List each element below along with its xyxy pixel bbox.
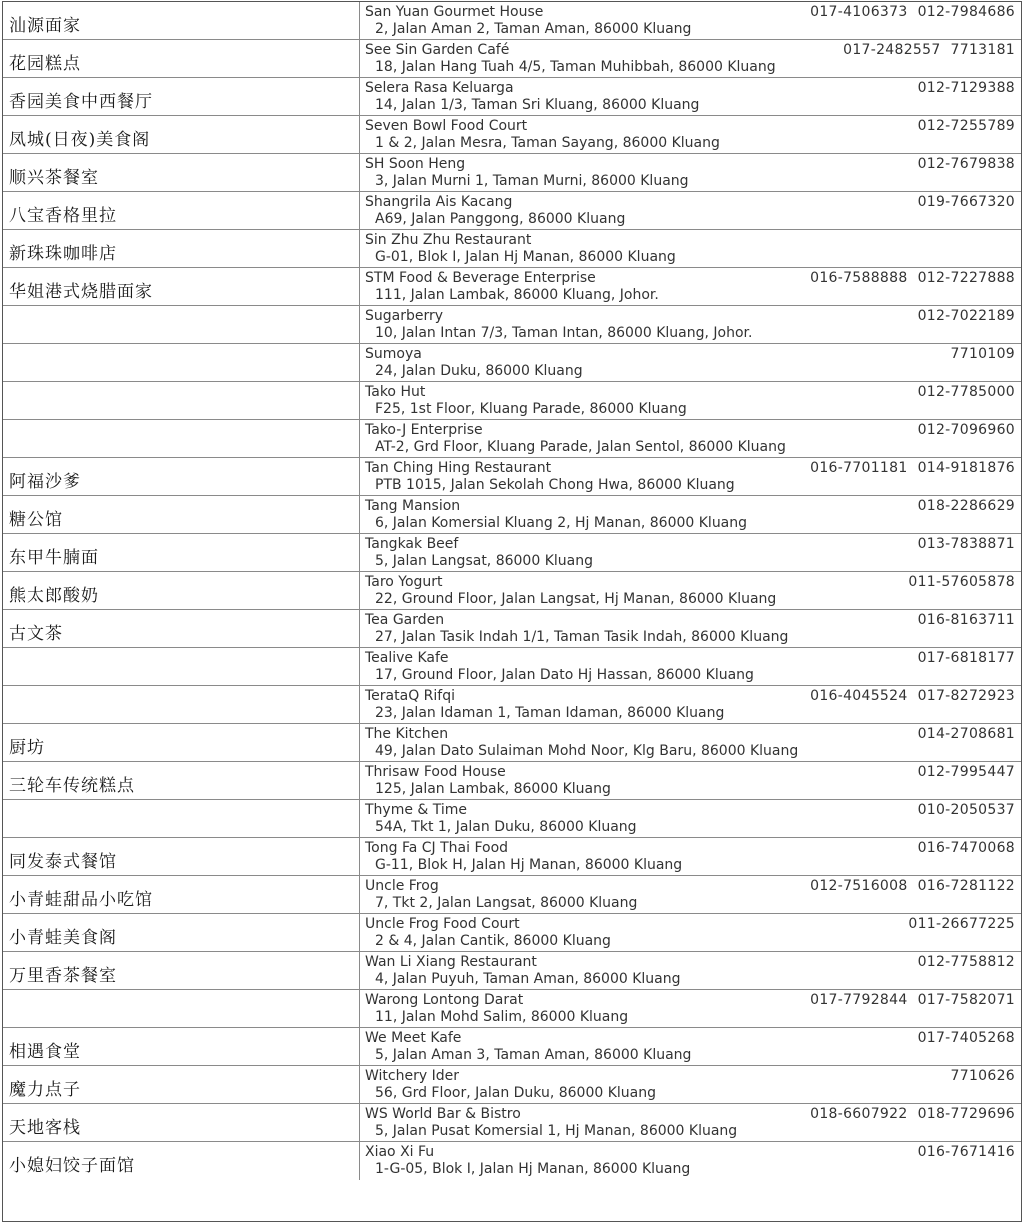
chinese-name: 阿福沙爹 bbox=[9, 472, 81, 492]
listing-row bbox=[3, 496, 1021, 534]
listing-row bbox=[3, 78, 1021, 116]
listing-row bbox=[3, 990, 1021, 1028]
listing-row bbox=[3, 724, 1021, 762]
chinese-name: 天地客栈 bbox=[9, 1118, 81, 1138]
listing-row bbox=[3, 2, 1021, 40]
column-divider bbox=[359, 762, 360, 799]
phone-numbers bbox=[810, 460, 1015, 476]
phone-number: 018-2286629 bbox=[917, 498, 1015, 514]
business-address: AT-2, Grd Floor, Kluang Parade, Jalan Sentol, 86000 Kluang bbox=[375, 439, 786, 455]
business-name: Selera Rasa Keluarga bbox=[365, 80, 514, 96]
business-address: G-01, Blok I, Jalan Hj Manan, 86000 Kluang bbox=[375, 249, 676, 265]
listing-row bbox=[3, 268, 1021, 306]
listing-row bbox=[3, 1066, 1021, 1104]
phone-number: 014-2708681 bbox=[917, 726, 1015, 742]
chinese-name: 花园糕点 bbox=[9, 54, 81, 74]
listing-row bbox=[3, 192, 1021, 230]
column-divider bbox=[359, 838, 360, 875]
business-name: The Kitchen bbox=[365, 726, 449, 742]
listing-row bbox=[3, 762, 1021, 800]
business-address: 14, Jalan 1/3, Taman Sri Kluang, 86000 Kluang bbox=[375, 97, 700, 113]
chinese-name: 同发泰式餐馆 bbox=[9, 852, 117, 872]
business-address: 1 & 2, Jalan Mesra, Taman Sayang, 86000 Kluang bbox=[375, 135, 720, 151]
column-divider bbox=[359, 572, 360, 609]
listing-row bbox=[3, 116, 1021, 154]
business-address: 111, Jalan Lambak, 86000 Kluang, Johor. bbox=[375, 287, 659, 303]
business-address: G-11, Blok H, Jalan Hj Manan, 86000 Kluang bbox=[375, 857, 683, 873]
phone-number: 018-7729696 bbox=[917, 1106, 1015, 1122]
column-divider bbox=[359, 876, 360, 913]
chinese-name: 小媳妇饺子面馆 bbox=[9, 1156, 135, 1176]
phone-number: 7710109 bbox=[950, 346, 1015, 362]
chinese-name: 汕源面家 bbox=[9, 16, 81, 36]
column-divider bbox=[359, 914, 360, 951]
phone-number: 017-6818177 bbox=[917, 650, 1015, 666]
phone-numbers bbox=[810, 688, 1015, 704]
phone-numbers bbox=[810, 270, 1015, 286]
column-divider bbox=[359, 990, 360, 1027]
phone-numbers bbox=[918, 498, 1015, 514]
phone-numbers bbox=[918, 118, 1015, 134]
business-name: See Sin Garden Café bbox=[365, 42, 510, 58]
business-name: Sugarberry bbox=[365, 308, 444, 324]
chinese-name: 古文茶 bbox=[9, 624, 63, 644]
column-divider bbox=[359, 496, 360, 533]
business-address: 2 & 4, Jalan Cantik, 86000 Kluang bbox=[375, 933, 611, 949]
phone-numbers bbox=[918, 422, 1015, 438]
column-divider bbox=[359, 344, 360, 381]
phone-number: 012-7785000 bbox=[917, 384, 1015, 400]
phone-number: 014-9181876 bbox=[917, 460, 1015, 476]
listing-row bbox=[3, 1028, 1021, 1066]
chinese-name: 东甲牛腩面 bbox=[9, 548, 99, 568]
business-name: Sumoya bbox=[365, 346, 422, 362]
chinese-name: 凤城(日夜)美食阁 bbox=[9, 130, 151, 150]
phone-numbers bbox=[918, 536, 1015, 552]
phone-number: 016-7671416 bbox=[917, 1144, 1015, 1160]
column-divider bbox=[359, 116, 360, 153]
phone-number: 013-7838871 bbox=[917, 536, 1015, 552]
chinese-name: 小青蛙美食阁 bbox=[9, 928, 117, 948]
listing-row bbox=[3, 420, 1021, 458]
phone-number: 017-8272923 bbox=[917, 688, 1015, 704]
business-name: We Meet Kafe bbox=[365, 1030, 462, 1046]
listing-row bbox=[3, 534, 1021, 572]
listing-row bbox=[3, 572, 1021, 610]
business-address: 11, Jalan Mohd Salim, 86000 Kluang bbox=[375, 1009, 629, 1025]
chinese-name: 相遇食堂 bbox=[9, 1042, 81, 1062]
phone-number: 016-7588888 bbox=[810, 270, 908, 286]
listing-row bbox=[3, 306, 1021, 344]
phone-number: 7710626 bbox=[950, 1068, 1015, 1084]
business-address: 4, Jalan Puyuh, Taman Aman, 86000 Kluang bbox=[375, 971, 681, 987]
listing-row bbox=[3, 382, 1021, 420]
phone-numbers bbox=[918, 156, 1015, 172]
listing-row bbox=[3, 800, 1021, 838]
phone-number: 016-8163711 bbox=[917, 612, 1015, 628]
phone-numbers bbox=[918, 80, 1015, 96]
column-divider bbox=[359, 610, 360, 647]
business-address: 22, Ground Floor, Jalan Langsat, Hj Manan, 86000 Kluang bbox=[375, 591, 777, 607]
chinese-name: 八宝香格里拉 bbox=[9, 206, 117, 226]
phone-number: 016-7701181 bbox=[810, 460, 908, 476]
listing-row bbox=[3, 40, 1021, 78]
column-divider bbox=[359, 40, 360, 77]
column-divider bbox=[359, 1066, 360, 1103]
phone-numbers bbox=[810, 992, 1015, 1008]
listing-row bbox=[3, 648, 1021, 686]
column-divider bbox=[359, 2, 360, 39]
phone-number: 016-4045524 bbox=[810, 688, 908, 704]
chinese-name: 万里香茶餐室 bbox=[9, 966, 117, 986]
business-name: SH Soon Heng bbox=[365, 156, 466, 172]
business-name: Tako-J Enterprise bbox=[365, 422, 483, 438]
phone-numbers bbox=[918, 612, 1015, 628]
phone-numbers bbox=[951, 1068, 1015, 1084]
business-address: 17, Ground Floor, Jalan Dato Hj Hassan, 86000 Kluang bbox=[375, 667, 754, 683]
business-name: Taro Yogurt bbox=[365, 574, 443, 590]
column-divider bbox=[359, 154, 360, 191]
phone-number: 017-7792844 bbox=[810, 992, 908, 1008]
business-name: WS World Bar & Bistro bbox=[365, 1106, 521, 1122]
column-divider bbox=[359, 268, 360, 305]
business-address: 18, Jalan Hang Tuah 4/5, Taman Muhibbah, 86000 Kluang bbox=[375, 59, 776, 75]
business-address: A69, Jalan Panggong, 86000 Kluang bbox=[375, 211, 626, 227]
phone-number: 010-2050537 bbox=[917, 802, 1015, 818]
column-divider bbox=[359, 534, 360, 571]
business-name: San Yuan Gourmet House bbox=[365, 4, 544, 20]
chinese-name: 三轮车传统糕点 bbox=[9, 776, 135, 796]
business-name: STM Food & Beverage Enterprise bbox=[365, 270, 596, 286]
column-divider bbox=[359, 192, 360, 229]
phone-number: 012-7679838 bbox=[917, 156, 1015, 172]
phone-numbers bbox=[918, 840, 1015, 856]
listing-row bbox=[3, 230, 1021, 268]
phone-number: 011-26677225 bbox=[908, 916, 1015, 932]
column-divider bbox=[359, 1104, 360, 1141]
business-name: Tangkak Beef bbox=[365, 536, 459, 552]
phone-numbers bbox=[918, 308, 1015, 324]
phone-number: 012-7096960 bbox=[917, 422, 1015, 438]
chinese-name: 糖公馆 bbox=[9, 510, 63, 530]
business-name: Seven Bowl Food Court bbox=[365, 118, 528, 134]
chinese-name: 华姐港式烧腊面家 bbox=[9, 282, 153, 302]
business-name: Tang Mansion bbox=[365, 498, 461, 514]
phone-numbers bbox=[918, 1144, 1015, 1160]
business-address: 5, Jalan Langsat, 86000 Kluang bbox=[375, 553, 593, 569]
phone-number: 011-57605878 bbox=[908, 574, 1015, 590]
listing-row bbox=[3, 876, 1021, 914]
chinese-name: 小青蛙甜品小吃馆 bbox=[9, 890, 153, 910]
column-divider bbox=[359, 1142, 360, 1180]
phone-number: 012-7758812 bbox=[917, 954, 1015, 970]
phone-numbers bbox=[918, 1030, 1015, 1046]
phone-numbers bbox=[918, 954, 1015, 970]
business-name: Uncle Frog bbox=[365, 878, 439, 894]
column-divider bbox=[359, 458, 360, 495]
phone-numbers bbox=[918, 384, 1015, 400]
business-name: Tealive Kafe bbox=[365, 650, 449, 666]
phone-numbers bbox=[918, 726, 1015, 742]
business-address: 24, Jalan Duku, 86000 Kluang bbox=[375, 363, 583, 379]
chinese-name: 厨坊 bbox=[9, 738, 45, 758]
business-address: 54A, Tkt 1, Jalan Duku, 86000 Kluang bbox=[375, 819, 637, 835]
column-divider bbox=[359, 686, 360, 723]
listing-row bbox=[3, 838, 1021, 876]
chinese-name: 魔力点子 bbox=[9, 1080, 81, 1100]
column-divider bbox=[359, 648, 360, 685]
phone-numbers bbox=[918, 764, 1015, 780]
phone-number: 012-7227888 bbox=[917, 270, 1015, 286]
phone-number: 017-4106373 bbox=[810, 4, 908, 20]
business-address: 2, Jalan Aman 2, Taman Aman, 86000 Kluang bbox=[375, 21, 692, 37]
business-name: Thyme & Time bbox=[365, 802, 468, 818]
phone-number: 012-7995447 bbox=[917, 764, 1015, 780]
business-address: 10, Jalan Intan 7/3, Taman Intan, 86000 Kluang, Johor. bbox=[375, 325, 753, 341]
business-name: Tong Fa CJ Thai Food bbox=[365, 840, 509, 856]
business-name: TerataQ Rifqi bbox=[365, 688, 455, 704]
phone-number: 016-7470068 bbox=[917, 840, 1015, 856]
phone-numbers bbox=[908, 574, 1015, 590]
phone-numbers bbox=[908, 916, 1015, 932]
business-address: 56, Grd Floor, Jalan Duku, 86000 Kluang bbox=[375, 1085, 657, 1101]
business-address: 49, Jalan Dato Sulaiman Mohd Noor, Klg Baru, 86000 Kluang bbox=[375, 743, 799, 759]
listing-row bbox=[3, 344, 1021, 382]
column-divider bbox=[359, 230, 360, 267]
column-divider bbox=[359, 952, 360, 989]
column-divider bbox=[359, 78, 360, 115]
listing-row bbox=[3, 458, 1021, 496]
business-name: Wan Li Xiang Restaurant bbox=[365, 954, 537, 970]
business-address: 5, Jalan Pusat Komersial 1, Hj Manan, 86000 Kluang bbox=[375, 1123, 738, 1139]
phone-numbers bbox=[918, 194, 1015, 210]
phone-number: 012-7984686 bbox=[917, 4, 1015, 20]
phone-number: 017-2482557 bbox=[843, 42, 941, 58]
business-address: 27, Jalan Tasik Indah 1/1, Taman Tasik Indah, 86000 Kluang bbox=[375, 629, 789, 645]
listing-row bbox=[3, 914, 1021, 952]
phone-number: 012-7022189 bbox=[917, 308, 1015, 324]
chinese-name: 顺兴茶餐室 bbox=[9, 168, 99, 188]
business-address: 6, Jalan Komersial Kluang 2, Hj Manan, 86000 Kluang bbox=[375, 515, 748, 531]
phone-numbers bbox=[810, 4, 1015, 20]
column-divider bbox=[359, 420, 360, 457]
listing-row bbox=[3, 1104, 1021, 1142]
business-name: Witchery Ider bbox=[365, 1068, 459, 1084]
business-address: F25, 1st Floor, Kluang Parade, 86000 Kluang bbox=[375, 401, 687, 417]
phone-numbers bbox=[918, 650, 1015, 666]
listing-row bbox=[3, 154, 1021, 192]
column-divider bbox=[359, 1028, 360, 1065]
business-name: Tea Garden bbox=[365, 612, 445, 628]
business-name: Uncle Frog Food Court bbox=[365, 916, 520, 932]
phone-numbers bbox=[951, 346, 1015, 362]
business-address: 23, Jalan Idaman 1, Taman Idaman, 86000 Kluang bbox=[375, 705, 725, 721]
column-divider bbox=[359, 382, 360, 419]
phone-number: 012-7516008 bbox=[810, 878, 908, 894]
listing-row bbox=[3, 610, 1021, 648]
business-name: Shangrila Ais Kacang bbox=[365, 194, 513, 210]
business-name: Tako Hut bbox=[365, 384, 426, 400]
business-address: 5, Jalan Aman 3, Taman Aman, 86000 Kluang bbox=[375, 1047, 692, 1063]
business-address: 3, Jalan Murni 1, Taman Murni, 86000 Kluang bbox=[375, 173, 689, 189]
phone-number: 012-7129388 bbox=[917, 80, 1015, 96]
phone-numbers bbox=[810, 878, 1015, 894]
listing-row bbox=[3, 686, 1021, 724]
chinese-name: 香园美食中西餐厅 bbox=[9, 92, 153, 112]
listing-row bbox=[3, 1142, 1021, 1180]
phone-numbers bbox=[810, 1106, 1015, 1122]
phone-number: 7713181 bbox=[950, 42, 1015, 58]
business-name: Thrisaw Food House bbox=[365, 764, 506, 780]
business-name: Warong Lontong Darat bbox=[365, 992, 524, 1008]
column-divider bbox=[359, 306, 360, 343]
phone-numbers bbox=[843, 42, 1015, 58]
listing-row bbox=[3, 952, 1021, 990]
phone-numbers bbox=[918, 802, 1015, 818]
column-divider bbox=[359, 800, 360, 837]
phone-number: 019-7667320 bbox=[917, 194, 1015, 210]
phone-number: 017-7405268 bbox=[917, 1030, 1015, 1046]
chinese-name: 熊太郎酸奶 bbox=[9, 586, 99, 606]
phone-number: 012-7255789 bbox=[917, 118, 1015, 134]
business-name: Xiao Xi Fu bbox=[365, 1144, 435, 1160]
chinese-name: 新珠珠咖啡店 bbox=[9, 244, 117, 264]
column-divider bbox=[359, 724, 360, 761]
business-name: Sin Zhu Zhu Restaurant bbox=[365, 232, 532, 248]
business-address: 7, Tkt 2, Jalan Langsat, 86000 Kluang bbox=[375, 895, 638, 911]
phone-number: 017-7582071 bbox=[917, 992, 1015, 1008]
business-address: PTB 1015, Jalan Sekolah Chong Hwa, 86000 Kluang bbox=[375, 477, 735, 493]
directory-listing bbox=[2, 1, 1022, 1222]
phone-number: 016-7281122 bbox=[917, 878, 1015, 894]
business-address: 1-G-05, Blok I, Jalan Hj Manan, 86000 Kluang bbox=[375, 1161, 691, 1177]
business-address: 125, Jalan Lambak, 86000 Kluang bbox=[375, 781, 611, 797]
business-name: Tan Ching Hing Restaurant bbox=[365, 460, 552, 476]
phone-number: 018-6607922 bbox=[810, 1106, 908, 1122]
